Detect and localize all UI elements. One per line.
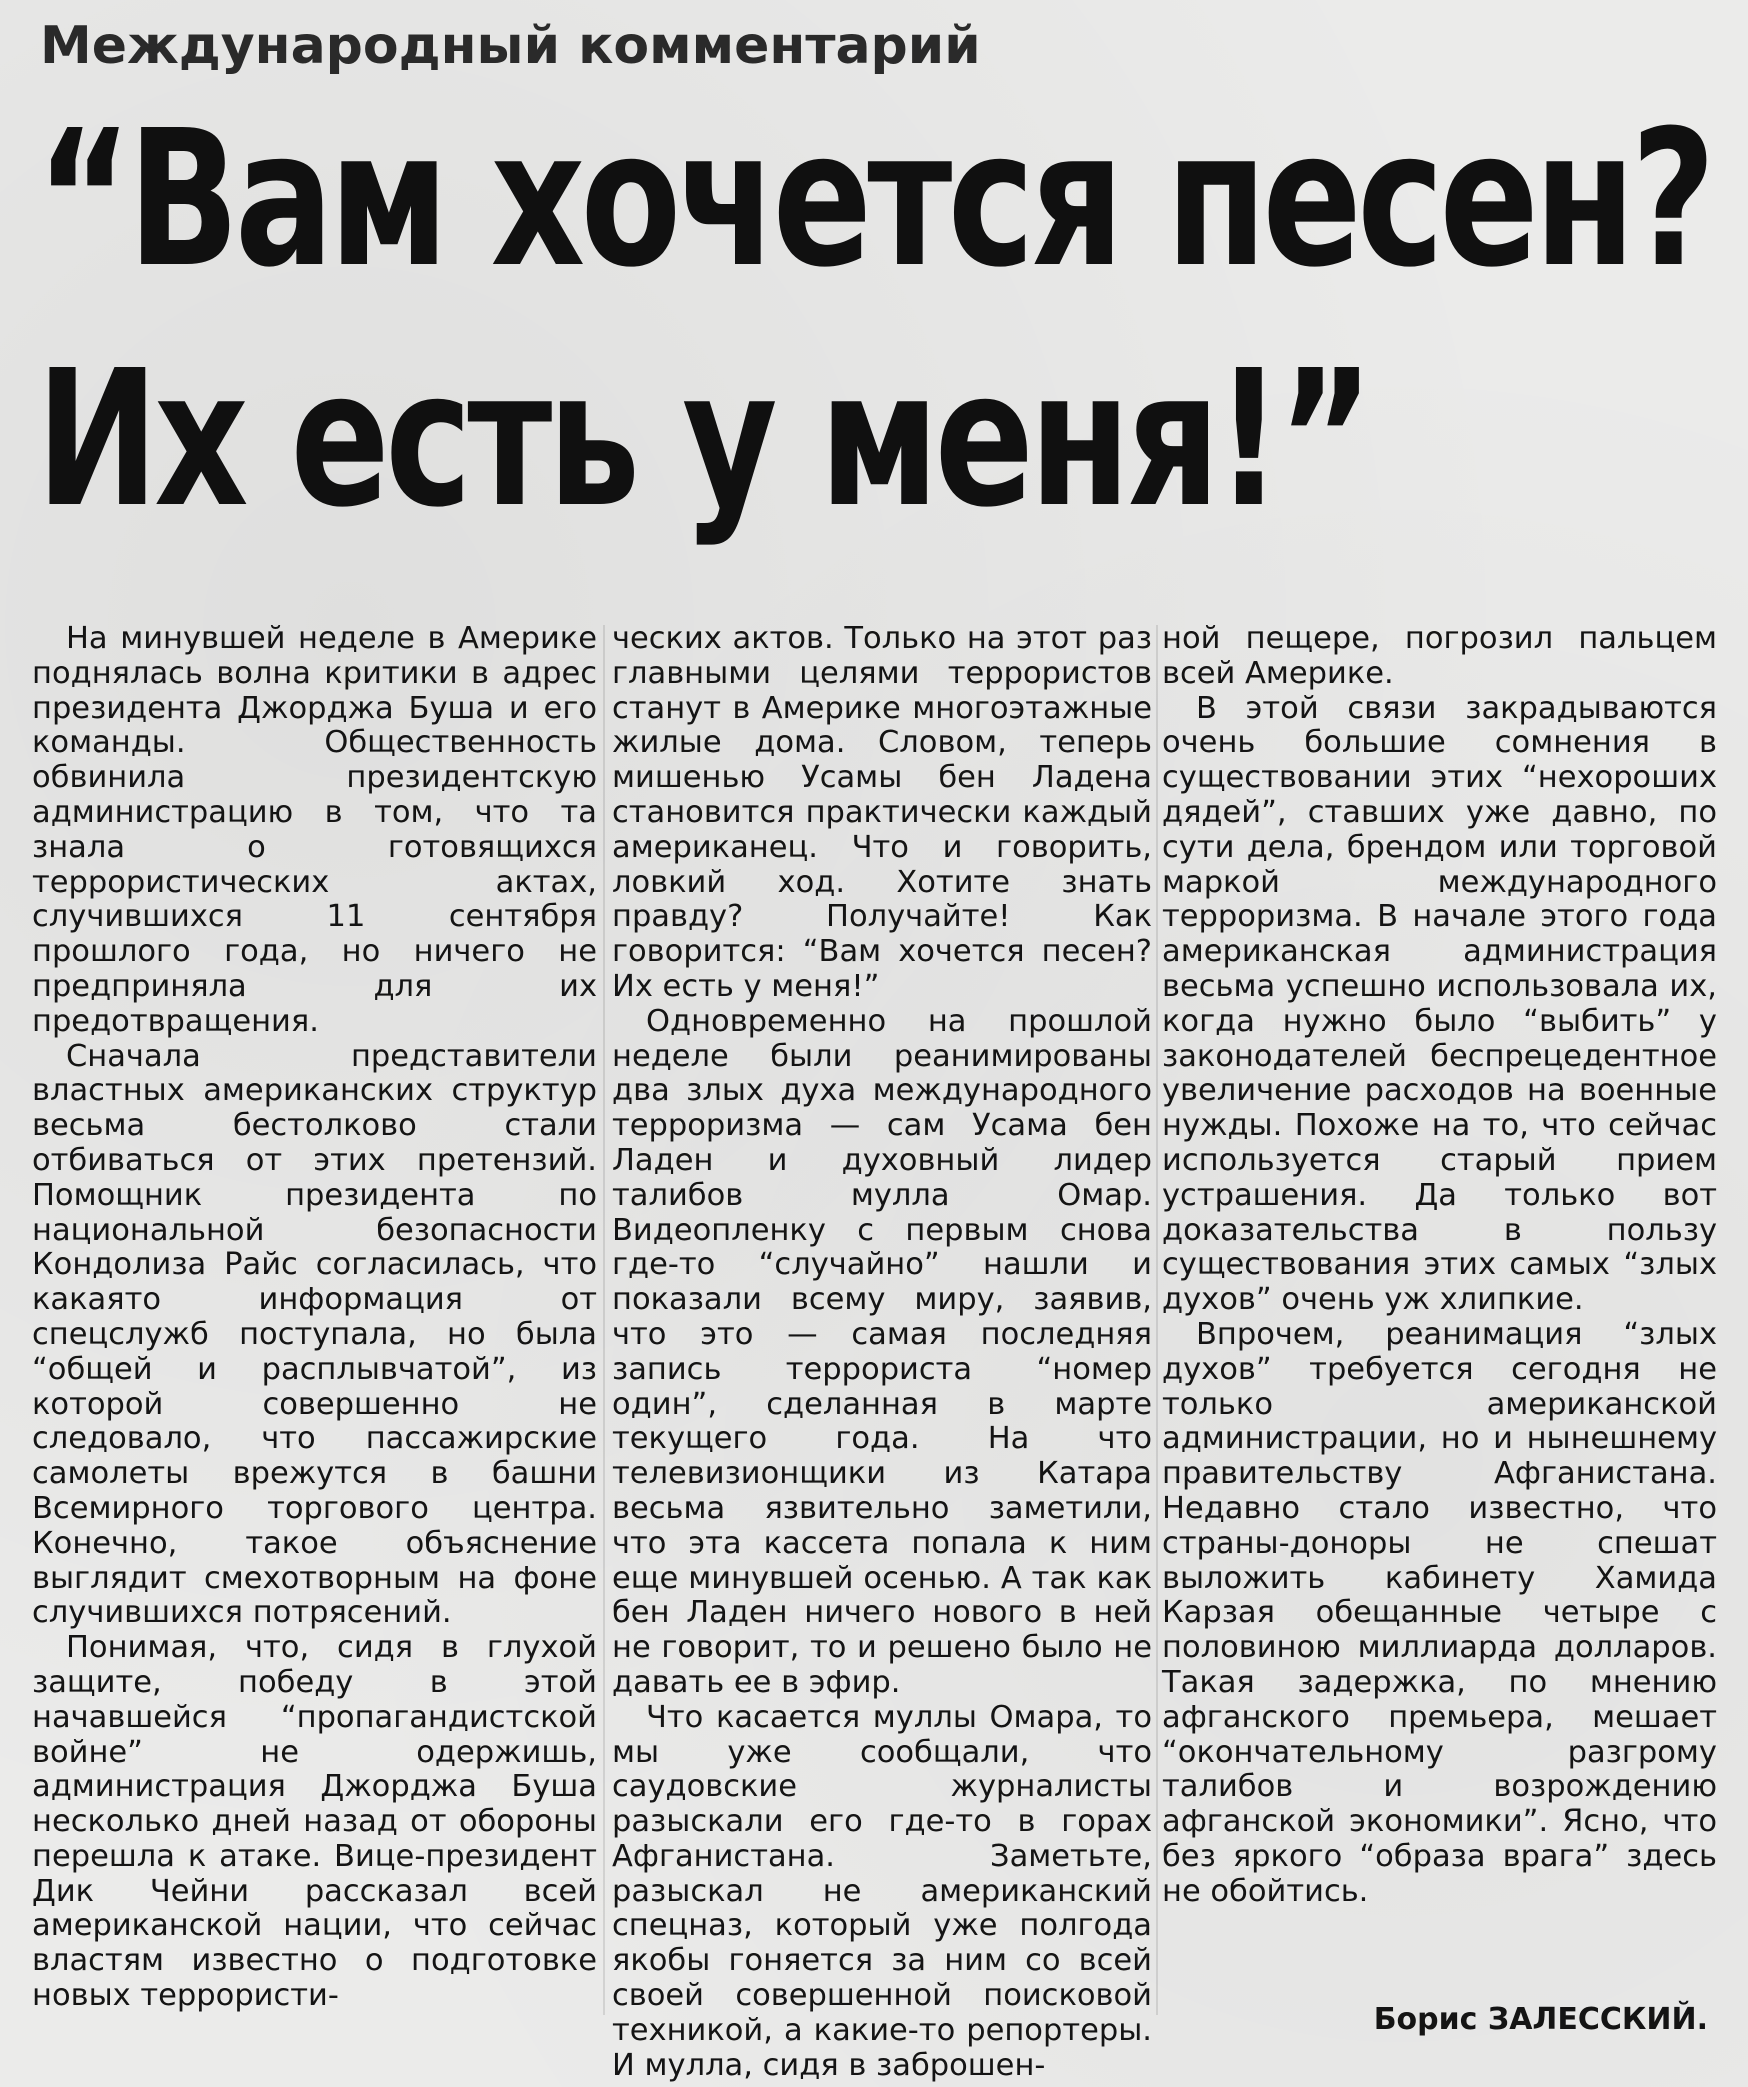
paragraph: ческих актов. Только на этот раз главными целями террористов станут в Америке многоэтажные жилые дома. Словом, теперь мишенью Усамы бен Ладена становится практически каждый американец. Что и говорить, ловкий ход. Хотите знать правду? Получайте! Как говорится: “Вам хочется песен? Их есть у меня!” — [612, 621, 1152, 1004]
headline-line-1: “Вам хочется песен? — [36, 90, 1712, 309]
paragraph: Сначала представители властных американских структур весьма бестолково стали отбиваться от этих претензий. Помощник президента по национальной безопасности Кондолиза Райс согласилась, что какаято информация от спецслужб поступала, но была “общей и расплывчатой”, из которой совершенно не следовало, что пассажирские самолеты врежутся в башни Всемирного торгового центра. Конечно, такое объяснение выглядит смехотворным на фоне случившихся потрясений. — [32, 1038, 597, 1631]
article-column-1 — [32, 622, 597, 2014]
paragraph: Одновременно на прошлой неделе были реанимированы два злых духа международного терроризма — сам Усама бен Ладен и духовный лидер талибов мулла Омар. Видеопленку с первым снова где-то “случайно” нашли и показали всему миру, заявив, что это — самая последняя запись террориста “номер один”, сделанная в марте текущего года. На что телевизионщики из Катара весьма язвительно заметили, что эта кассета попала к ним еще минувшей осенью. А так как бен Ладен ничего нового в ней не говорит, то и решено было не давать ее в эфир. — [612, 1003, 1152, 1700]
article-column-3 — [1162, 622, 1717, 1909]
column-divider — [603, 625, 605, 2015]
headline — [36, 80, 1712, 560]
paragraph: В этой связи закрадываются очень большие сомнения в существовании этих “нехороших дядей”, ставших уже давно, по сути дела, брендом или торговой маркой международного терроризма. В начале этого года американская администрация весьма успешно использовала их, когда нужно было “выбить” у законодателей беспрецедентное увеличение расходов на военные нужды. Похоже на то, что сейчас используется старый прием устрашения. Да только вот доказательства в пользу существования этих самых “злых духов” очень уж хлипкие. — [1162, 690, 1717, 1318]
author-byline: Борис ЗАЛЕССКИЙ. — [1373, 2002, 1708, 2037]
paragraph: Что касается муллы Омара, то мы уже сообщали, что саудовские журналисты разыскали его где-то в горах Афганистана. Заметьте, разыскал не американский спецназ, который уже полгода якобы гоняется за ним со всей своей совершенной поисковой техникой, а какие-то репортеры. И мулла, сидя в заброшен- — [612, 1699, 1152, 2083]
headline-line-2: Их есть у меня!” — [36, 330, 1370, 549]
column-divider — [1156, 625, 1158, 2015]
rubric-title: Международный комментарий — [40, 16, 981, 76]
paragraph: Понимая, что, сидя в глухой защите, победу в этой начавшейся “пропагандистской войне” не одержишь, администрация Джорджа Буша несколько дней назад от обороны перешла к атаке. Вице-президент Дик Чейни рассказал всей американской нации, что сейчас властям известно о подготовке новых террористи- — [32, 1630, 597, 2014]
paragraph: ной пещере, погрозил пальцем всей Америке. — [1162, 621, 1717, 691]
paragraph: На минувшей неделе в Америке поднялась волна критики в адрес президента Джорджа Буша и его команды. Общественность обвинила президентскую администрацию в том, что та знала о готовящихся террористических актах, случившихся 11 сентября прошлого года, но ничего не предприняла для их предотвращения. — [32, 621, 597, 1039]
paragraph: Впрочем, реанимация “злых духов” требуется сегодня не только американской администрации, но и нынешнему правительству Афганистана. Недавно стало известно, что страны-доноры не спешат выложить кабинету Хамида Карзая обещанные четыре с половиною миллиарда долларов. Такая задержка, по мнению афганского премьера, мешает “окончательному разгрому талибов и возрождению афганской экономики”. Ясно, что без яркого “образа врага” здесь не обойтись. — [1162, 1316, 1717, 1909]
article-column-2 — [612, 622, 1152, 2083]
